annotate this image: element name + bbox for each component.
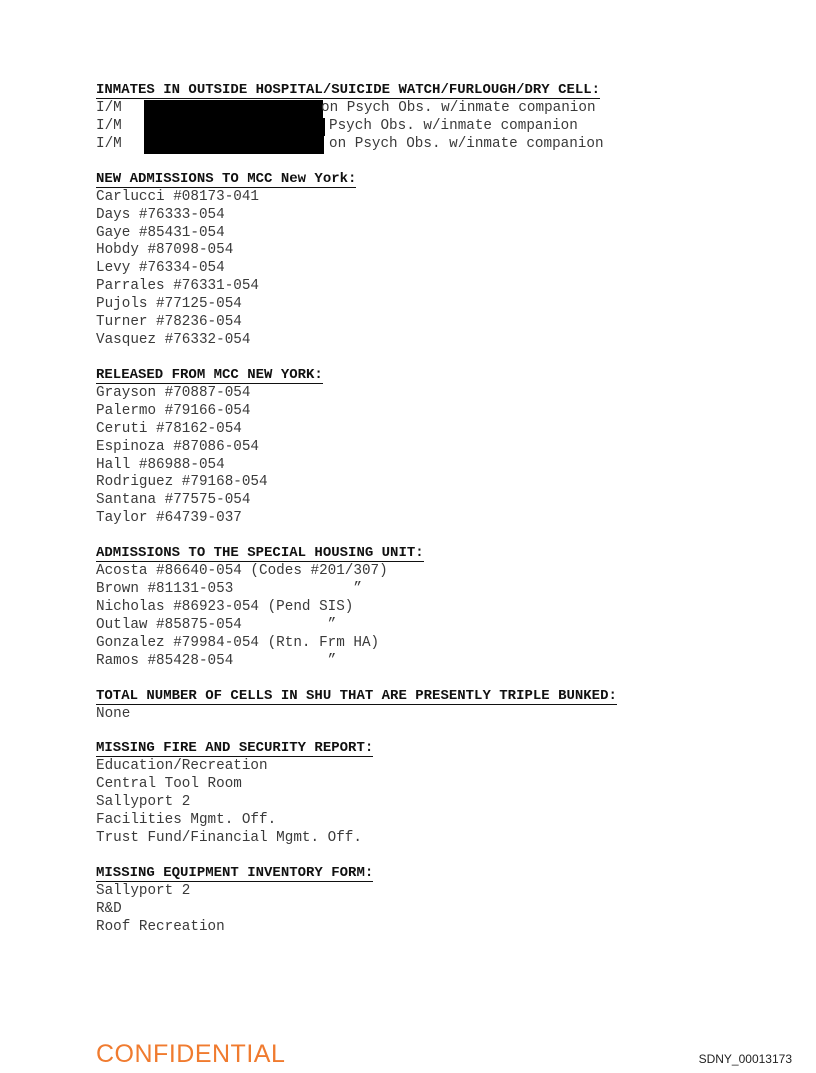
list-item: Trust Fund/Financial Mgmt. Off. — [96, 830, 362, 847]
list-item: Central Tool Room — [96, 776, 242, 793]
list-item: Education/Recreation — [96, 758, 268, 775]
redacted-entry — [96, 118, 776, 136]
list-item: Nicholas #86923-054 (Pend SIS) — [96, 598, 354, 615]
list-item: Gonzalez #79984-054 (Rtn. Frm HA) — [96, 634, 380, 651]
list-item: Sallyport 2 — [96, 794, 191, 811]
list-item: Gaye #85431-054 — [96, 224, 225, 241]
entry-prefix: I/M — [96, 100, 122, 116]
list-item: Ceruti #78162-054 — [96, 420, 242, 437]
entry-suffix: on Psych Obs. w/inmate companion — [321, 100, 596, 116]
value-list — [96, 706, 776, 724]
list-item: Brown #81131-053 ” — [96, 581, 362, 598]
section-new-admissions — [96, 169, 776, 350]
list-item: Rodriguez #79168-054 — [96, 474, 268, 491]
section-heading: MISSING FIRE AND SECURITY REPORT: — [96, 740, 374, 757]
list-item: Levy #76334-054 — [96, 260, 225, 277]
inmate-list — [96, 385, 776, 528]
entry-suffix: on Psych Obs. w/inmate companion — [329, 135, 604, 152]
redacted-entry — [96, 136, 776, 154]
list-item: R&D — [96, 900, 122, 917]
entry-prefix: I/M — [96, 135, 122, 152]
list-item: Parrales #76331-054 — [96, 278, 260, 295]
redaction-box — [144, 136, 324, 154]
list-item: Days #76333-054 — [96, 206, 225, 223]
section-heading: MISSING EQUIPMENT INVENTORY FORM: — [96, 865, 374, 881]
list-item: Facilities Mgmt. Off. — [96, 812, 277, 829]
inmate-list — [96, 189, 776, 350]
section-heading: TOTAL NUMBER OF CELLS IN SHU THAT ARE PRESENTLY TRIPLE BUNKED: — [96, 687, 617, 704]
list-item: Hall #86988-054 — [96, 456, 225, 473]
list-item: None — [96, 705, 131, 722]
list-item: Hobdy #87098-054 — [96, 242, 234, 259]
list-item: Vasquez #76332-054 — [96, 331, 251, 348]
list-item: Palermo #79166-054 — [96, 402, 251, 419]
section-missing-equipment — [96, 863, 776, 937]
list-item: Taylor #64739-037 — [96, 510, 242, 527]
section-heading: NEW ADMISSIONS TO MCC New York: — [96, 170, 357, 187]
list-item: Pujols #77125-054 — [96, 296, 242, 313]
entry-prefix: I/M — [96, 117, 122, 134]
list-item: Santana #77575-054 — [96, 492, 251, 509]
list-item: Grayson #70887-054 — [96, 384, 251, 401]
section-shu-admissions — [96, 543, 776, 670]
redaction-box — [144, 118, 325, 136]
list-item: Espinoza #87086-054 — [96, 438, 260, 455]
list-item: Carlucci #08173-041 — [96, 188, 260, 205]
list-item: Acosta #86640-054 (Codes #201/307) — [96, 563, 388, 580]
inmate-list — [96, 563, 776, 670]
list-item: Turner #78236-054 — [96, 314, 242, 331]
confidential-stamp: CONFIDENTIAL — [96, 1040, 286, 1068]
list-item: Outlaw #85875-054 ” — [96, 616, 337, 633]
list-item: Sallyport 2 — [96, 883, 191, 899]
list-item: Ramos #85428-054 ” — [96, 652, 337, 669]
list-item: Roof Recreation — [96, 918, 225, 935]
document-body — [96, 80, 776, 952]
location-list — [96, 883, 776, 937]
section-triple-bunked — [96, 686, 776, 724]
section-heading: INMATES IN OUTSIDE HOSPITAL/SUICIDE WATCH/FURLOUGH/DRY CELL: — [96, 82, 601, 98]
section-heading: ADMISSIONS TO THE SPECIAL HOUSING UNIT: — [96, 545, 424, 562]
section-heading: RELEASED FROM MCC NEW YORK: — [96, 366, 323, 383]
section-outside-hospital — [96, 80, 776, 154]
bates-number: SDNY_00013173 — [698, 1052, 792, 1066]
location-list — [96, 758, 776, 848]
redaction-box — [144, 100, 323, 118]
entry-suffix: Psych Obs. w/inmate companion — [329, 117, 578, 134]
section-missing-fire — [96, 738, 776, 848]
section-released — [96, 365, 776, 528]
redacted-entry — [96, 100, 776, 118]
